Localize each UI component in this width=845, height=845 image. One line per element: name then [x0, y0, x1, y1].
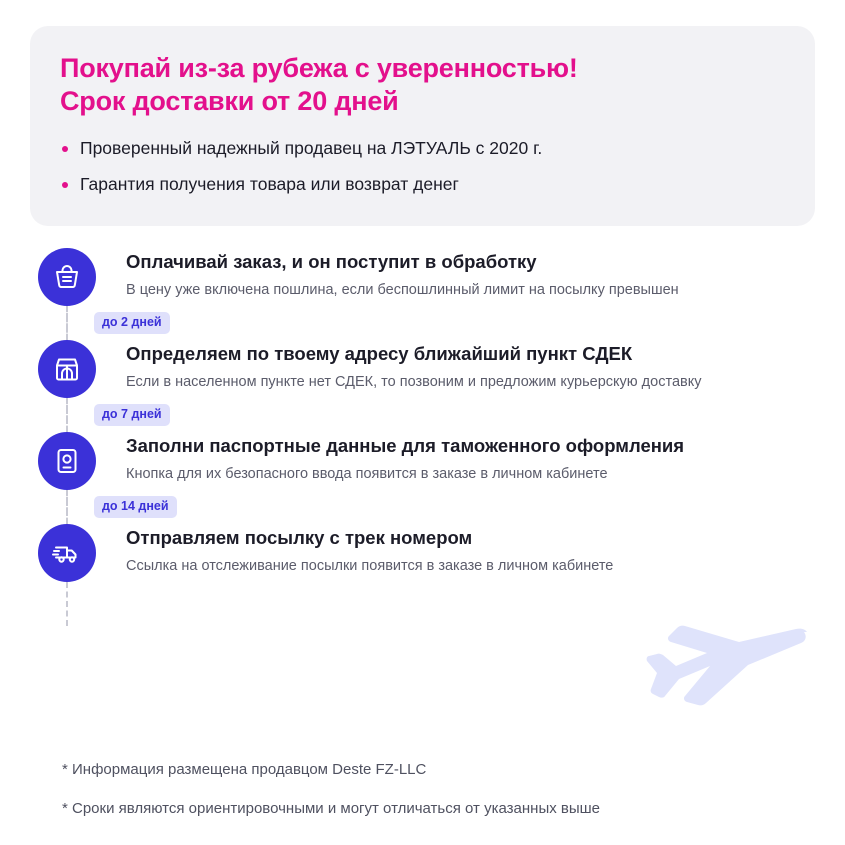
hero-bullet-list — [60, 137, 785, 196]
step-2 — [38, 306, 815, 398]
step-description: Ссылка на отслеживание посылки появится в заказе в личном кабинете — [126, 558, 614, 575]
hero-title-line-1: Покупай из-за рубежа с уверенностью! — [60, 53, 578, 83]
step-3-icon-column — [38, 432, 112, 490]
hero-bullet-text: Гарантия получения товара или возврат денег — [80, 173, 459, 194]
hero-bullet-text: Проверенный надежный продавец на ЛЭТУАЛЬ с 2020 г. — [80, 137, 543, 158]
step-2-badge-row — [38, 306, 815, 340]
status-badge: до 2 дней — [94, 312, 170, 334]
step-title: Оплачивай заказ, и он поступит в обработку — [126, 251, 537, 273]
step-4-icon-column — [38, 524, 112, 582]
step-3 — [38, 398, 815, 490]
steps-timeline — [30, 248, 815, 582]
step-2-body — [112, 340, 815, 393]
step-4-badge-row — [38, 490, 815, 524]
step-title: Заполни паспортные данные для таможенного оформления — [126, 435, 685, 457]
step-description: Если в населенном пункте нет СДЕК, то позвоним и предложим курьерскую доставку — [126, 374, 702, 391]
airplane-icon — [571, 585, 811, 725]
step-title: Отправляем посылку с трек номером — [126, 527, 473, 549]
step-1 — [38, 248, 815, 306]
step-3-body — [112, 432, 815, 485]
timeline-connector — [66, 582, 70, 626]
basket-icon — [38, 248, 96, 306]
step-4-body — [112, 524, 815, 577]
list-item — [60, 137, 785, 161]
step-1-body — [112, 248, 815, 301]
status-badge: до 14 дней — [94, 496, 177, 518]
hero-banner — [30, 26, 815, 226]
list-item — [60, 173, 785, 197]
page-title — [60, 52, 785, 119]
passport-icon — [38, 432, 96, 490]
step-4 — [38, 490, 815, 582]
footnote-seller: * Информация размещена продавцом Deste FZ-LLC — [62, 761, 427, 778]
bullet-dot-icon — [62, 146, 68, 152]
step-2-icon-column — [38, 340, 112, 398]
footnotes — [62, 759, 805, 819]
step-title: Определяем по твоему адресу ближайший пункт СДЕК — [126, 343, 633, 365]
hero-title-line-2: Срок доставки от 20 дней — [60, 86, 399, 117]
step-1-icon-column — [38, 248, 112, 306]
step-3-badge-row — [38, 398, 815, 432]
footnote-terms: * Сроки являются ориентировочными и могут отличаться от указанных выше — [62, 800, 601, 817]
store-icon — [38, 340, 96, 398]
status-badge: до 7 дней — [94, 404, 170, 426]
step-description: Кнопка для их безопасного ввода появится в заказе в личном кабинете — [126, 466, 608, 483]
step-description: В цену уже включена пошлина, если беспошлинный лимит на посылку превышен — [126, 282, 679, 299]
truck-icon — [38, 524, 96, 582]
bullet-dot-icon — [62, 182, 68, 188]
